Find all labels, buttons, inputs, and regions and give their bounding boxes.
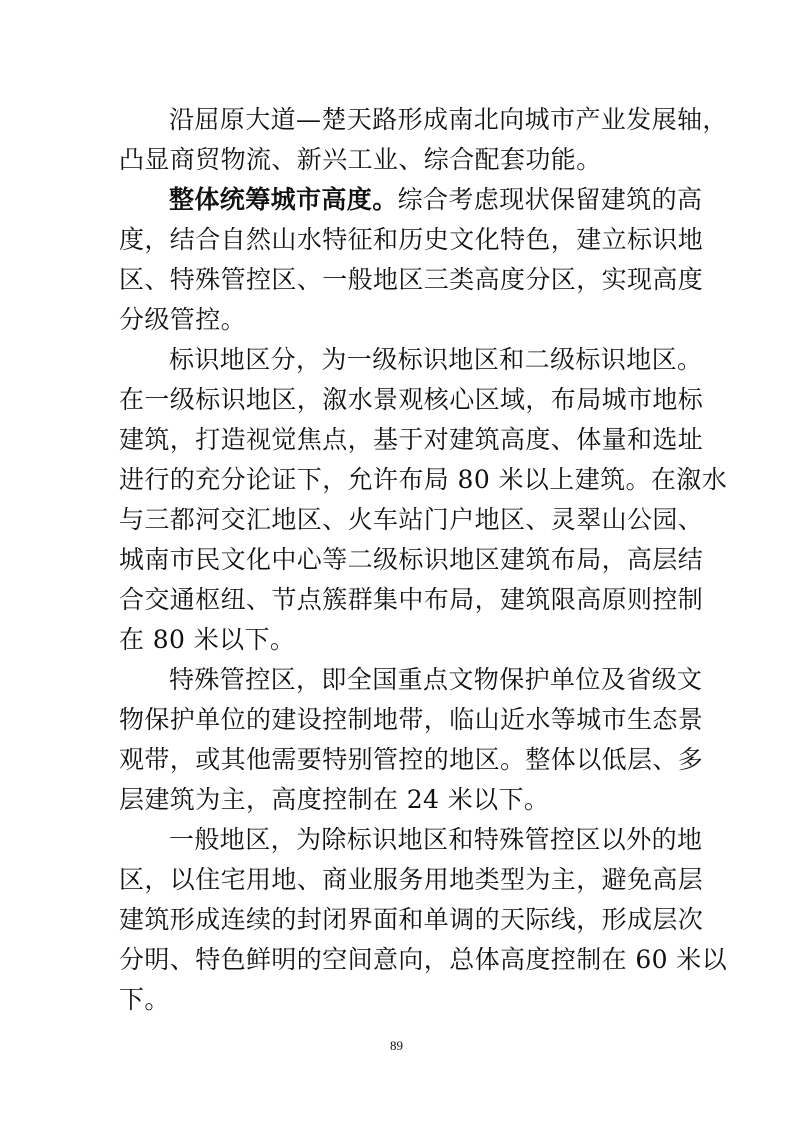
paragraph-3-line-8: 在 80 米以下。 (119, 625, 296, 654)
paragraph-5-line-1: 一般地区，为除标识地区和特殊管控区以外的地 (169, 825, 703, 854)
paragraph-2-line-3: 区、特殊管控区、一般地区三类高度分区，实现高度 (119, 265, 704, 294)
paragraph-1-line-1: 沿屈原大道—楚天路形成南北向城市产业发展轴， (169, 105, 728, 134)
paragraph-2-line-1 (119, 180, 703, 220)
paragraph-3-line-1: 标识地区分，为一级标识地区和二级标识地区。 (169, 345, 703, 374)
paragraph-1-line-2: 凸显商贸物流、新兴工业、综合配套功能。 (119, 145, 602, 174)
paragraph-2-line-2: 度，结合自然山水特征和历史文化特色，建立标识地 (119, 225, 704, 254)
paragraph-5-line-3: 建筑形成连续的封闭界面和单调的天际线，形成层次 (119, 905, 704, 934)
paragraph-3-line-2: 在一级标识地区，溆水景观核心区域，布局城市地标 (119, 385, 704, 414)
section-heading: 整体统筹城市高度。 (169, 185, 398, 214)
paragraph-5-line-5: 下。 (119, 985, 170, 1014)
paragraph-3-line-3: 建筑，打造视觉焦点，基于对建筑高度、体量和选址 (119, 425, 704, 454)
paragraph-5-line-2: 区，以住宅用地、商业服务用地类型为主，避免高层 (119, 865, 704, 894)
paragraph-2-line-4: 分级管控。 (119, 305, 247, 334)
paragraph-2-line-1-text: 综合考虑现状保留建筑的高 (397, 185, 703, 214)
paragraph-5-line-4: 分明、特色鲜明的空间意向，总体高度控制在 60 米以 (119, 945, 728, 974)
paragraph-4-line-2: 物保护单位的建设控制地带，临山近水等城市生态景 (119, 705, 704, 734)
paragraph-3-line-6: 城南市民文化中心等二级标识地区建筑布局，高层结 (119, 545, 704, 574)
paragraph-4-line-4: 层建筑为主，高度控制在 24 米以下。 (119, 785, 550, 814)
paragraph-3-line-5: 与三都河交汇地区、火车站门户地区、灵翠山公园、 (119, 505, 704, 534)
paragraph-4-line-3: 观带，或其他需要特别管控的地区。整体以低层、多 (119, 745, 704, 774)
body-text (119, 100, 728, 1020)
paragraph-3-line-7: 合交通枢纽、节点簇群集中布局，建筑限高原则控制 (119, 585, 704, 614)
page-number: 89 (390, 1038, 403, 1053)
paragraph-3-line-4: 进行的充分论证下，允许布局 80 米以上建筑。在溆水 (119, 465, 728, 494)
paragraph-4-line-1: 特殊管控区，即全国重点文物保护单位及省级文 (169, 665, 703, 694)
